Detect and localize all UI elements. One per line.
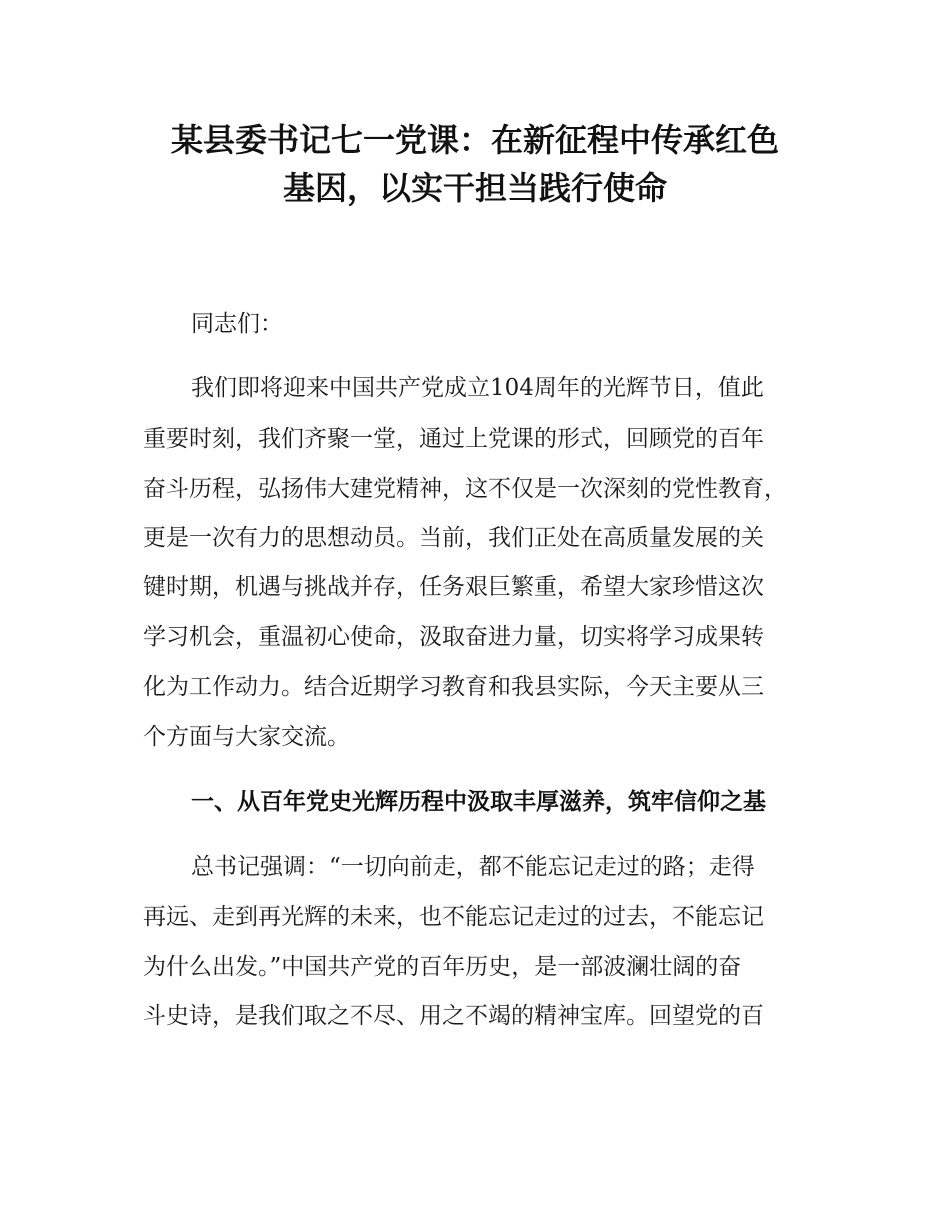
paragraph-line: 化为工作动力。结合近期学习教育和我县实际，今天主要从三 bbox=[143, 674, 764, 700]
greeting: 同志们： bbox=[191, 311, 283, 337]
paragraph-line: 学习机会，重温初心使命，汲取奋进力量，切实将学习成果转 bbox=[143, 624, 764, 650]
paragraph-line: 为什么出发。”中国共产党的百年历史，是一部波澜壮阔的奋 bbox=[143, 954, 742, 980]
paragraph-line: 个方面与大家交流。 bbox=[143, 724, 350, 750]
paragraph-line: 更是一次有力的思想动员。当前，我们正处在高质量发展的关 bbox=[143, 525, 764, 551]
document-title-line-1: 某县委书记七一党课：在新征程中传承红色 bbox=[170, 121, 779, 159]
paragraph-line: 键时期，机遇与挑战并存，任务艰巨繁重，希望大家珍惜这次 bbox=[143, 574, 764, 600]
paragraph-line: 奋斗历程，弘扬伟大建党精神，这不仅是一次深刻的党性教育， bbox=[143, 476, 787, 502]
paragraph-line: 总书记强调：“一切向前走，都不能忘记走过的路；走得 bbox=[191, 854, 755, 880]
paragraph-line: 重要时刻，我们齐聚一堂，通过上党课的形式，回顾党的百年 bbox=[143, 426, 764, 452]
document-title-line-2: 基因，以实干担当践行使命 bbox=[282, 169, 667, 207]
section-heading: 一、从百年党史光辉历程中汲取丰厚滋养，筑牢信仰之基 bbox=[191, 789, 766, 815]
paragraph-line: 再远、走到再光辉的未来，也不能忘记走过的过去，不能忘记 bbox=[143, 904, 764, 930]
paragraph-line: 我们即将迎来中国共产党成立104周年的光辉节日，值此 bbox=[191, 375, 764, 401]
paragraph-line: 斗史诗，是我们取之不尽、用之不竭的精神宝库。回望党的百 bbox=[143, 1003, 764, 1029]
